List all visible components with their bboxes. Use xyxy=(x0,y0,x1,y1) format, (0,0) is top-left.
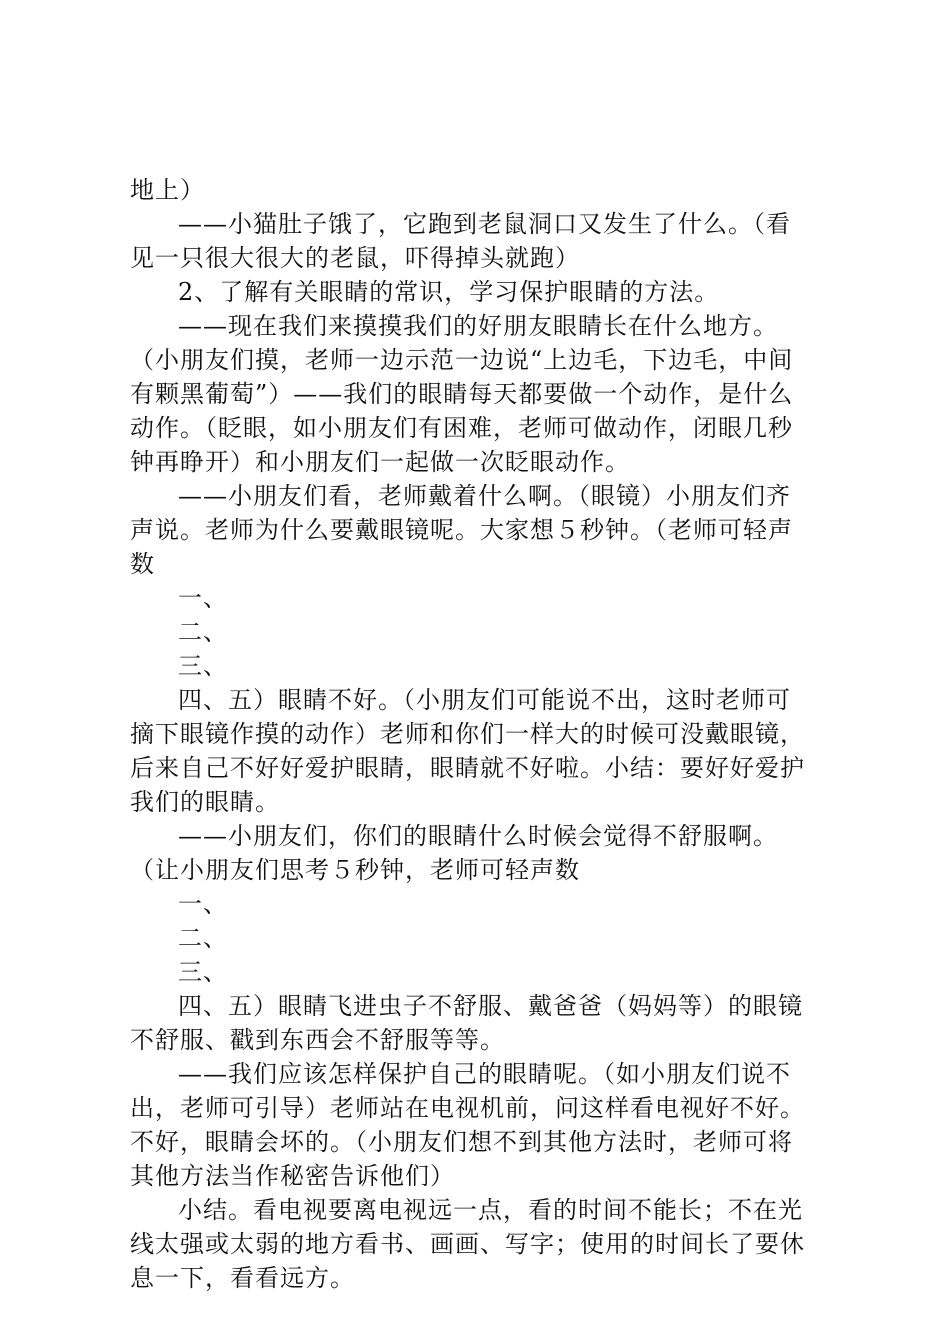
text-line: 有颗黑葡萄”）——我们的眼睛每天都要做一个动作，是什么 xyxy=(130,380,794,408)
text-line: 线太强或太弱的地方看书、画画、写字；使用的时间长了要休 xyxy=(130,1230,805,1258)
text-line: 三、 xyxy=(178,958,228,986)
text-line: ——小朋友们看，老师戴着什么啊。（眼镜）小朋友们齐 xyxy=(178,482,791,510)
text-line: 我们的眼睛。 xyxy=(130,788,280,816)
text-line: 一、 xyxy=(178,890,228,918)
text-line: 不舒服、戳到东西会不舒服等等。 xyxy=(130,1026,505,1054)
text-line: 小结。看电视要离电视远一点，看的时间不能长；不在光 xyxy=(178,1196,803,1224)
text-line: 息一下，看看远方。 xyxy=(130,1264,355,1292)
text-line: （小朋友们摸，老师一边示范一边说“上边毛，下边毛，中间 xyxy=(130,346,794,374)
text-line: ——小猫肚子饿了，它跑到老鼠洞口又发生了什么。（看 xyxy=(178,210,791,238)
text-line: 出，老师可引导）老师站在电视机前，问这样看电视好不好。 xyxy=(130,1094,805,1122)
text-line: 摘下眼镜作摸的动作）老师和你们一样大的时候可没戴眼镜， xyxy=(130,720,805,748)
text-line: 地上） xyxy=(130,176,205,204)
text-line: 二、 xyxy=(178,618,228,646)
text-line: 一、 xyxy=(178,584,228,612)
text-line: 数 xyxy=(130,550,155,578)
text-line: ——我们应该怎样保护自己的眼睛呢。（如小朋友们说不 xyxy=(178,1060,791,1088)
text-line: ——现在我们来摸摸我们的好朋友眼睛长在什么地方。 xyxy=(178,312,778,340)
text-line: 三、 xyxy=(178,652,228,680)
text-line: ——小朋友们，你们的眼睛什么时候会觉得不舒服啊。 xyxy=(178,822,778,850)
text-line: （让小朋友们思考５秒钟，老师可轻声数 xyxy=(130,856,580,884)
text-line: 后来自己不好好爱护眼睛，眼睛就不好啦。小结：要好好爱护 xyxy=(130,754,805,782)
text-line: 2、了解有关眼睛的常识，学习保护眼睛的方法。 xyxy=(178,278,720,306)
text-line: 四、五）眼睛飞进虫子不舒服、戴爸爸（妈妈等）的眼镜 xyxy=(178,992,803,1020)
text-line: 见一只很大很大的老鼠，吓得掉头就跑） xyxy=(130,244,580,272)
text-line: 不好，眼睛会坏的。（小朋友们想不到其他方法时，老师可将 xyxy=(130,1128,793,1156)
text-line: 四、五）眼睛不好。（小朋友们可能说不出，这时老师可 xyxy=(178,686,791,714)
text-line: 动作。（眨眼，如小朋友们有困难，老师可做动作，闭眼几秒 xyxy=(130,414,793,442)
text-line: 其他方法当作秘密告诉他们） xyxy=(130,1162,455,1190)
text-line: 声说。老师为什么要戴眼镜呢。大家想５秒钟。（老师可轻声 xyxy=(130,516,793,544)
text-line: 钟再睁开）和小朋友们一起做一次眨眼动作。 xyxy=(130,448,630,476)
text-line: 二、 xyxy=(178,924,228,952)
